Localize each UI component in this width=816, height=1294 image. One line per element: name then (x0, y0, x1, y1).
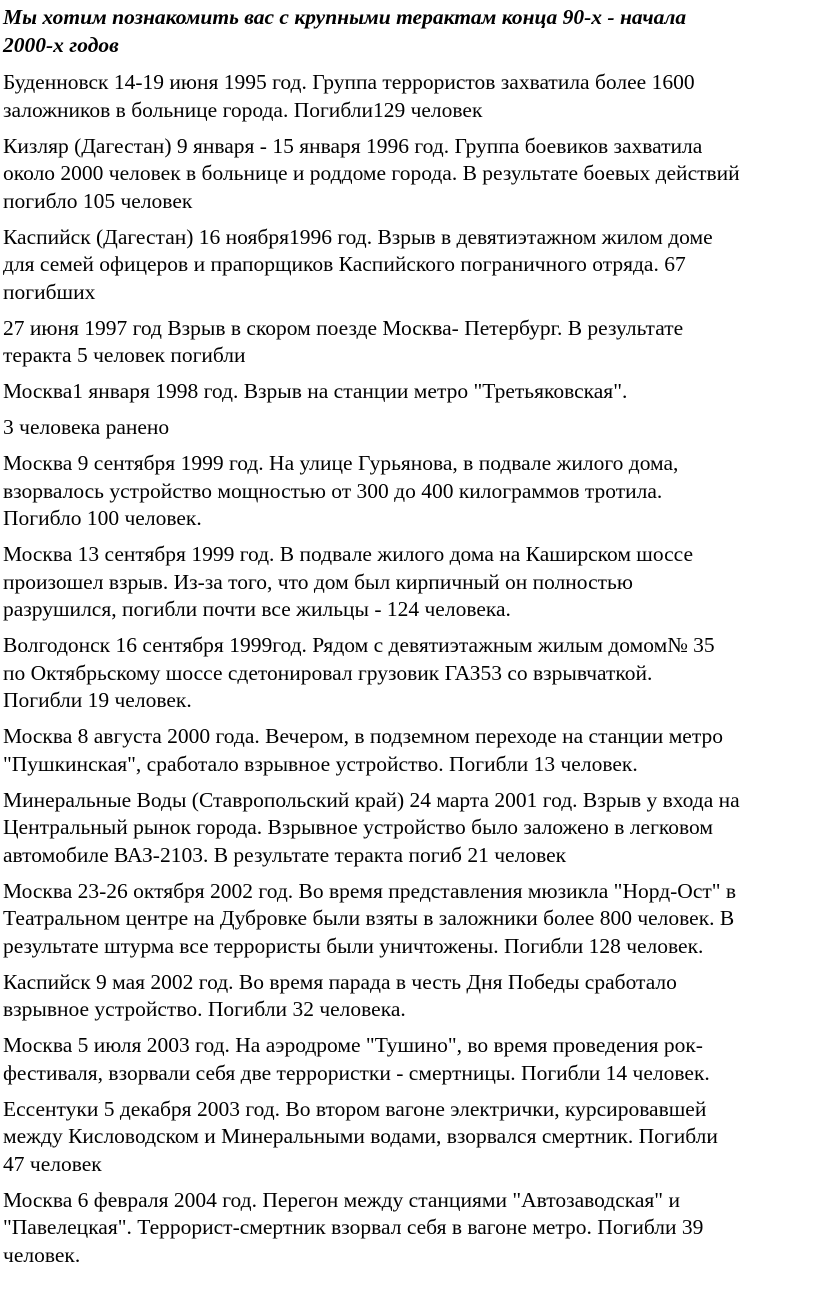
paragraph-line: Кизляр (Дагестан) 9 января - 15 января 1996 год. Группа боевиков захватила (3, 133, 703, 158)
paragraph-line: Погибло 100 человек. (3, 506, 202, 530)
heading-line: Мы хотим познакомить вас с крупными терактам конца 90-х - начала (3, 5, 687, 29)
document-heading (3, 4, 816, 59)
paragraph-line: Каспийск (Дагестан) 16 ноября1996 год. Взрыв в девятиэтажном жилом доме (3, 224, 713, 249)
event-paragraph (3, 414, 816, 442)
paragraph-line: погибло 105 человек (3, 188, 193, 213)
event-paragraph (3, 723, 816, 778)
paragraph-line: Москва 6 февраля 2004 год. Перегон между станциями "Автозаводская" и (3, 1187, 680, 1212)
paragraph-line: 3 человека ранено (3, 415, 170, 439)
paragraph-line: Погибли 19 человек. (3, 688, 192, 712)
paragraph-line: Москва 23-26 октября 2002 год. Во время представления мюзикла "Норд-Ост" в (3, 878, 737, 903)
paragraph-line: между Кисловодском и Минеральными водами, взорвался смертник. Погибли (3, 1124, 718, 1148)
paragraph-line: Москва 13 сентября 1999 год. В подвале жилого дома на Каширском шоссе (3, 542, 694, 566)
event-paragraph (3, 969, 816, 1024)
paragraph-line: фестиваля, взорвали себя две террористки - смертницы. Погибли 14 человек. (3, 1060, 710, 1085)
heading-line: 2000-х годов (3, 32, 119, 57)
paragraph-line: для семей офицеров и прапорщиков Каспийского пограничного отряда. 67 (3, 252, 686, 276)
paragraph-line: результате штурма все террористы были уничтожены. Погибли 128 человек. (3, 933, 704, 958)
paragraph-line: Волгодонск 16 сентября 1999год. Рядом с девятиэтажным жилым домом№ 35 (3, 633, 715, 657)
paragraph-line: по Октябрьскому шоссе сдетонировал грузовик ГАЗ53 со взрывчаткой. (3, 660, 653, 685)
paragraph-line: Минеральные Воды (Ставропольский край) 24 марта 2001 год. Взрыв у входа на (3, 787, 740, 812)
paragraph-line: произошел взрыв. Из-за того, что дом был кирпичный он полностью (3, 569, 633, 594)
event-list (3, 69, 816, 1269)
paragraph-line: взорвалось устройство мощностью от 300 до 400 килограммов тротила. (3, 478, 663, 503)
paragraph-line: Москва 5 июля 2003 год. На аэродроме "Тушино", во время проведения рок- (3, 1033, 703, 1057)
event-paragraph (3, 632, 816, 715)
event-paragraph (3, 878, 816, 961)
paragraph-line: Каспийск 9 мая 2002 год. Во время парада в честь Дня Победы сработало (3, 969, 677, 994)
paragraph-line: Москва1 января 1998 год. Взрыв на станции метро "Третьяковская". (3, 379, 628, 403)
paragraph-line: автомобиле ВАЗ-2103. В результате теракта погиб 21 человек (3, 842, 567, 867)
event-paragraph (3, 69, 816, 124)
paragraph-line: человек. (3, 1242, 81, 1267)
event-paragraph (3, 224, 816, 307)
paragraph-line: 27 июня 1997 год Взрыв в скором поезде Москва- Петербург. В результате (3, 315, 684, 340)
paragraph-line: теракта 5 человек погибли (3, 343, 246, 367)
event-paragraph (3, 133, 816, 216)
event-paragraph (3, 1096, 816, 1179)
paragraph-line: Москва 8 августа 2000 года. Вечером, в подземном переходе на станции метро (3, 724, 723, 748)
event-paragraph (3, 1032, 816, 1087)
paragraph-line: около 2000 человек в больнице и роддоме города. В результате боевых действий (3, 161, 740, 185)
paragraph-line: Центральный рынок города. Взрывное устройство было заложено в легковом (3, 815, 713, 839)
paragraph-line: взрывное устройство. Погибли 32 человека. (3, 997, 406, 1021)
paragraph-line: Театральном центре на Дубровке были взяты в заложники более 800 человек. В (3, 906, 735, 930)
paragraph-line: Ессентуки 5 декабря 2003 год. Во втором вагоне электрички, курсировавшей (3, 1096, 707, 1121)
paragraph-line: погибших (3, 279, 96, 304)
event-paragraph (3, 378, 816, 406)
event-paragraph (3, 450, 816, 533)
event-paragraph (3, 787, 816, 870)
paragraph-line: заложников в больнице города. Погибли129 человек (3, 97, 483, 122)
paragraph-line: "Пушкинская", сработало взрывное устройство. Погибли 13 человек. (3, 751, 638, 776)
paragraph-line: 47 человек (3, 1151, 102, 1176)
paragraph-line: Буденновск 14-19 июня 1995 год. Группа террористов захватила более 1600 (3, 70, 695, 94)
event-paragraph (3, 315, 816, 370)
paragraph-line: "Павелецкая". Террорист-смертник взорвал себя в вагоне метро. Погибли 39 (3, 1215, 704, 1239)
event-paragraph (3, 541, 816, 624)
event-paragraph (3, 1187, 816, 1270)
paragraph-line: разрушился, погибли почти все жильцы - 124 человека. (3, 597, 511, 621)
paragraph-line: Москва 9 сентября 1999 год. На улице Гурьянова, в подвале жилого дома, (3, 451, 679, 475)
